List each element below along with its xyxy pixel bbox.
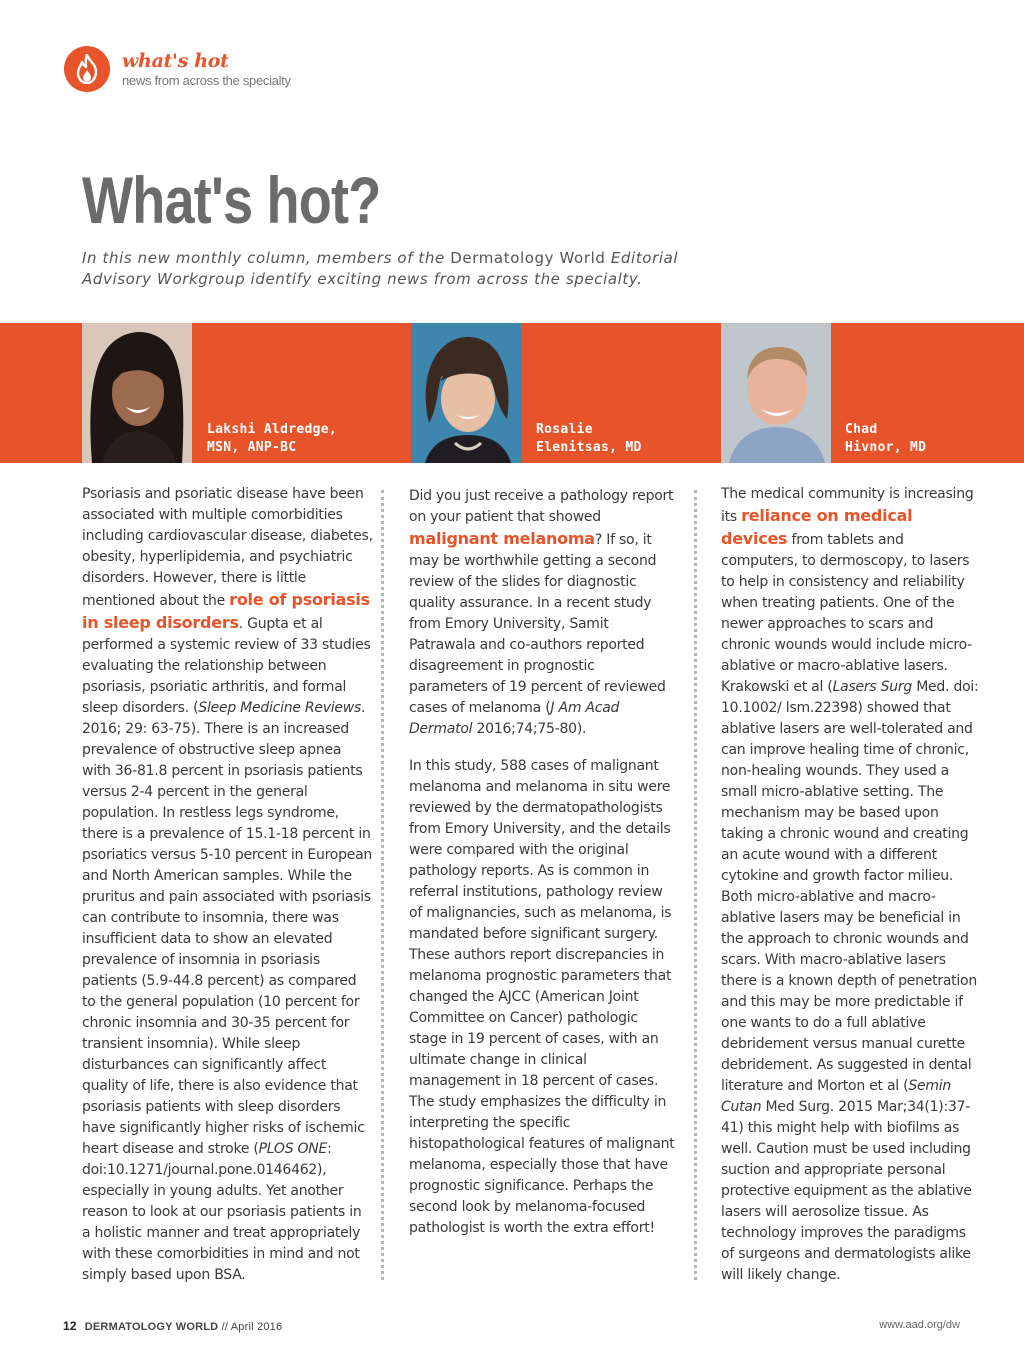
column-3-paragraph: The medical community is increasing its reliance on medical devices from tablets and computers, to dermoscopy, to lasers to help in consistency and reliability when treating patients. One of the newer approaches to scars and chronic wounds would include micro-ablative or macro-ablative lasers. Krakowski et al (Lasers Surg Med. doi: 10.1002/ lsm.22398) showed that ablative lasers are well-tolerated and can improve healing time of chronic, non-healing wounds. They used a small micro-ablative setting. The mechanism may be based upon taking a chronic wound and creating an acute wound with a different cytokine and growth factor milieu. Both micro-ablative and macro-ablative lasers may be beneficial in the approach to chronic wounds and scars. With macro-ablative lasers there is a known depth of penetration and this may be more predictable if one wants to do a full ablative debridement versus manual curette debridement. As suggested in dental literature and Morton et al (Semin Cutan Med Surg. 2015 Mar;34(1):37-41) this might help with biofilms as well. Caution must be used including suction and appropriate personal protective equipment as the ablative lasers will aerosolize tissue. As technology improves the paradigms of surgeons and dermatologists alike will likely change. [721, 486, 979, 1283]
highlight-medical-devices: reliance on medical devices [721, 506, 913, 548]
article-column-3 [721, 484, 981, 1286]
highlight-malignant-melanoma: malignant melanoma [409, 529, 595, 548]
issue-date: April 2016 [230, 1321, 283, 1333]
column-divider [381, 490, 384, 1280]
intro-text: In this new monthly column, members of the Dermatology World Editorial Advisory Workgroup identify exciting news from across the specialty. [82, 249, 679, 288]
author-photo-aldredge [82, 323, 192, 463]
publication-name: DERMATOLOGY WORLD [84, 1321, 219, 1333]
author-photo-hivnor [721, 323, 831, 463]
column-1-paragraph: Psoriasis and psoriatic disease have been associated with multiple comorbidities including cardiovascular disease, diabetes, obesity, hyperlipidemia, and psychiatric disorders. However, there is little mentioned about the role of psoriasis in sleep disorders. Gupta et al performed a systemic review of 33 studies evaluating the relationship between psoriasis, psoriatic arthritis, and formal sleep disorders. (Sleep Medicine Reviews. 2016; 29: 63-75). There is an increased prevalence of obstructive sleep apnea with 36-81.8 percent in psoriasis patients versus 2-4 percent in the general population. In restless legs syndrome, there is a prevalence of 15.1-18 percent in psoriatics versus 5-10 percent in European and North American samples. While the pruritus and pain associated with psoriasis can contribute to insomnia, there was insufficient data to show an elevated prevalence of insomnia in psoriasis patients (5.9-44.8 percent) as compared to the general population (10 percent for chronic insomnia and 30-35 percent for transient insomnia). While sleep disturbances can significantly affect quality of life, there is also evidence that psoriasis patients with sleep disorders have significantly higher risks of ischemic heart disease and stroke (PLOS ONE: doi:10.1271/journal.pone.0146462), especially in young adults. Yet another reason to look at our psoriasis patients in a holistic manner and treat appropriately with these comorbidities in mind and not simply based upon BSA. [82, 486, 373, 1283]
footer-url: www.aad.org/dw [879, 1319, 960, 1331]
article-column-2 [409, 486, 677, 1239]
page-footer: 12 DERMATOLOGY WORLD // April 2016 [63, 1319, 283, 1333]
author-name-hivnor: Chad Hivnor, MD [845, 422, 927, 455]
article-column-1 [82, 484, 374, 1286]
page-title: What's hot? [82, 163, 381, 237]
badge-title: what's hot [122, 49, 229, 72]
badge-subtitle: news from across the specialty [122, 72, 291, 88]
page-number: 12 [63, 1319, 77, 1333]
author-name-elenitsas: Rosalie Elenitsas, MD [536, 422, 642, 455]
highlight-sleep-disorders: role of psoriasis in sleep disorders [82, 590, 370, 632]
column-2-paragraph-1: Did you just receive a pathology report on your patient that showed malignant melanoma? If so, it may be worthwhile getting a second review of the slides for diagnostic quality assurance. In a recent study from Emory University, Samit Patrawala and co-authors reported disagreement in prognostic parameters of 19 percent of reviewed cases of melanoma (J Am Acad Dermatol 2016;74;75-80). [409, 488, 674, 737]
column-divider [694, 490, 697, 1280]
author-photo-elenitsas [411, 323, 521, 463]
flame-icon [64, 46, 110, 92]
column-2-paragraph-2: In this study, 588 cases of malignant melanoma and melanoma in situ were reviewed by the dermatopathologists from Emory University, and the details were compared with the original pathology reports. As is common in referral institutions, pathology review of malignancies, such as melanoma, is mandated before significant surgery. These authors report discrepancies in melanoma prognostic parameters that changed the AJCC (American Joint Committee on Cancer) pathologic stage in 19 percent of cases, with an ultimate change in clinical management in 18 percent of cases. The study emphasizes the difficulty in interpreting the specific histopathological features of malignant melanoma, especially those that have prognostic significance. Perhaps the second look by melanoma-focused pathologist is worth the extra effort! [409, 758, 675, 1236]
author-name-aldredge: Lakshi Aldredge, MSN, ANP-BC [207, 422, 338, 455]
section-badge [64, 46, 291, 92]
